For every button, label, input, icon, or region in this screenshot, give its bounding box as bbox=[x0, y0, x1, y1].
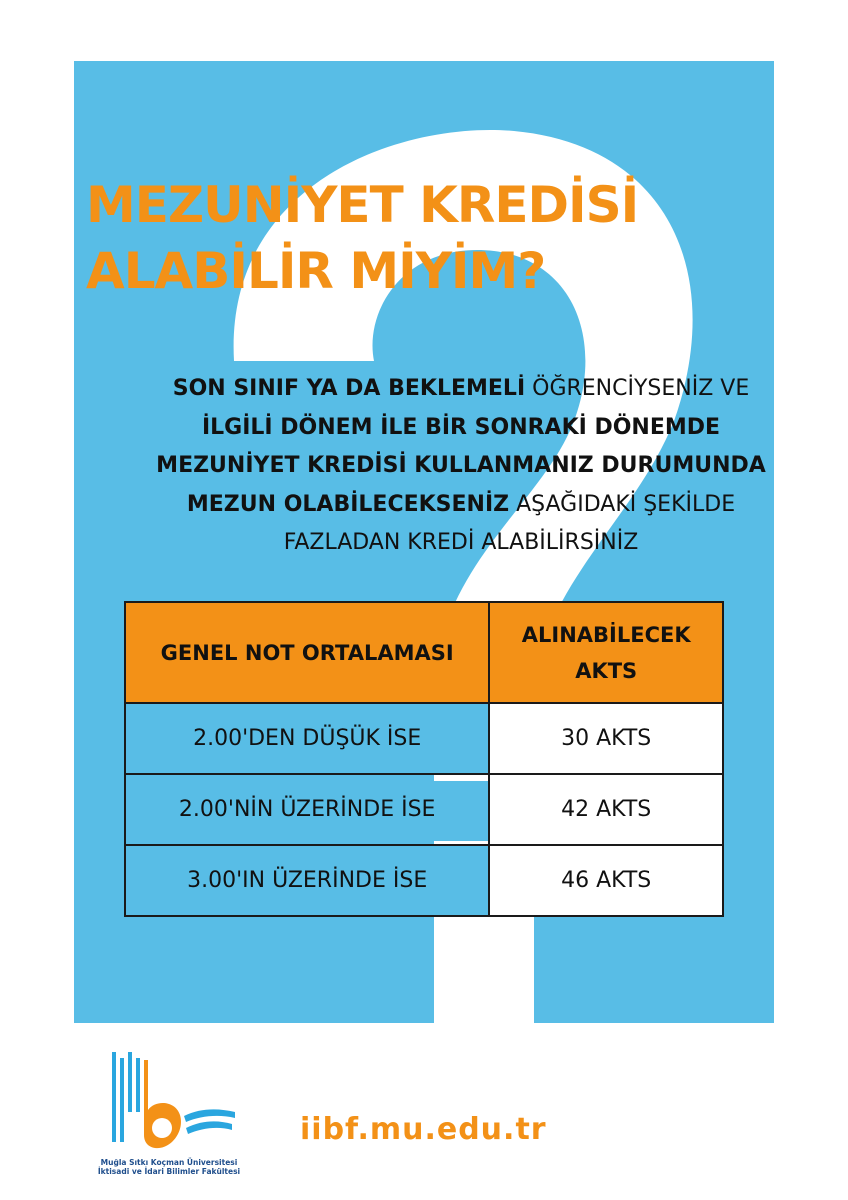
logo-caption-line-1: Muğla Sıtkı Koçman Üniversitesi bbox=[100, 1158, 238, 1167]
cell-gpa: 2.00'NİN ÜZERİNDE İSE bbox=[125, 774, 489, 845]
intro-row-3 bbox=[74, 447, 848, 486]
intro-r1-bold: SON SINIF YA DA BEKLEMELİ bbox=[172, 376, 526, 401]
intro-row-5: FAZLADAN KREDİ ALABİLİRSİNİZ bbox=[283, 530, 639, 555]
intro-text bbox=[74, 370, 848, 563]
header-akts: ALINABİLECEK AKTS bbox=[489, 602, 723, 703]
cell-akts: 46 AKTS bbox=[489, 845, 723, 916]
title-line-1: MEZUNİYET KREDİSİ bbox=[86, 176, 639, 234]
intro-r2-bold: İLGİLİ DÖNEM İLE BİR SONRAKİ DÖNEMDE bbox=[201, 414, 721, 440]
page-title bbox=[86, 172, 706, 304]
intro-row-4 bbox=[74, 486, 848, 525]
intro-r4-bold: MEZUN OLABİLECEKSENİZ bbox=[186, 491, 510, 517]
logo-caption-line-2: İktisadi ve İdari Bilimler Fakültesi bbox=[97, 1167, 241, 1176]
credit-table bbox=[124, 601, 724, 917]
table-row bbox=[125, 703, 723, 774]
intro-r1-light: ÖĞRENCİYSENİZ VE bbox=[525, 376, 750, 401]
logo-caption bbox=[84, 1158, 254, 1176]
intro-row-1 bbox=[74, 370, 848, 409]
table-row bbox=[125, 845, 723, 916]
iibf-logo-icon bbox=[100, 1050, 240, 1160]
cell-akts: 42 AKTS bbox=[489, 774, 723, 845]
intro-r4-light: AŞAĞIDAKİ ŞEKİLDE bbox=[509, 491, 736, 517]
intro-row-2 bbox=[74, 409, 848, 448]
website-link[interactable]: iibf.mu.edu.tr bbox=[300, 1112, 547, 1147]
cell-akts: 30 AKTS bbox=[489, 703, 723, 774]
cell-gpa: 3.00'IN ÜZERİNDE İSE bbox=[125, 845, 489, 916]
table-row bbox=[125, 774, 723, 845]
title-line-2: ALABİLİR MİYİM? bbox=[86, 242, 546, 300]
intro-r3-bold: MEZUNİYET KREDİSİ KULLANMANIZ DURUMUNDA bbox=[156, 453, 766, 478]
header-gpa: GENEL NOT ORTALAMASI bbox=[125, 602, 489, 703]
cell-gpa: 2.00'DEN DÜŞÜK İSE bbox=[125, 703, 489, 774]
table-header-row bbox=[125, 602, 723, 703]
